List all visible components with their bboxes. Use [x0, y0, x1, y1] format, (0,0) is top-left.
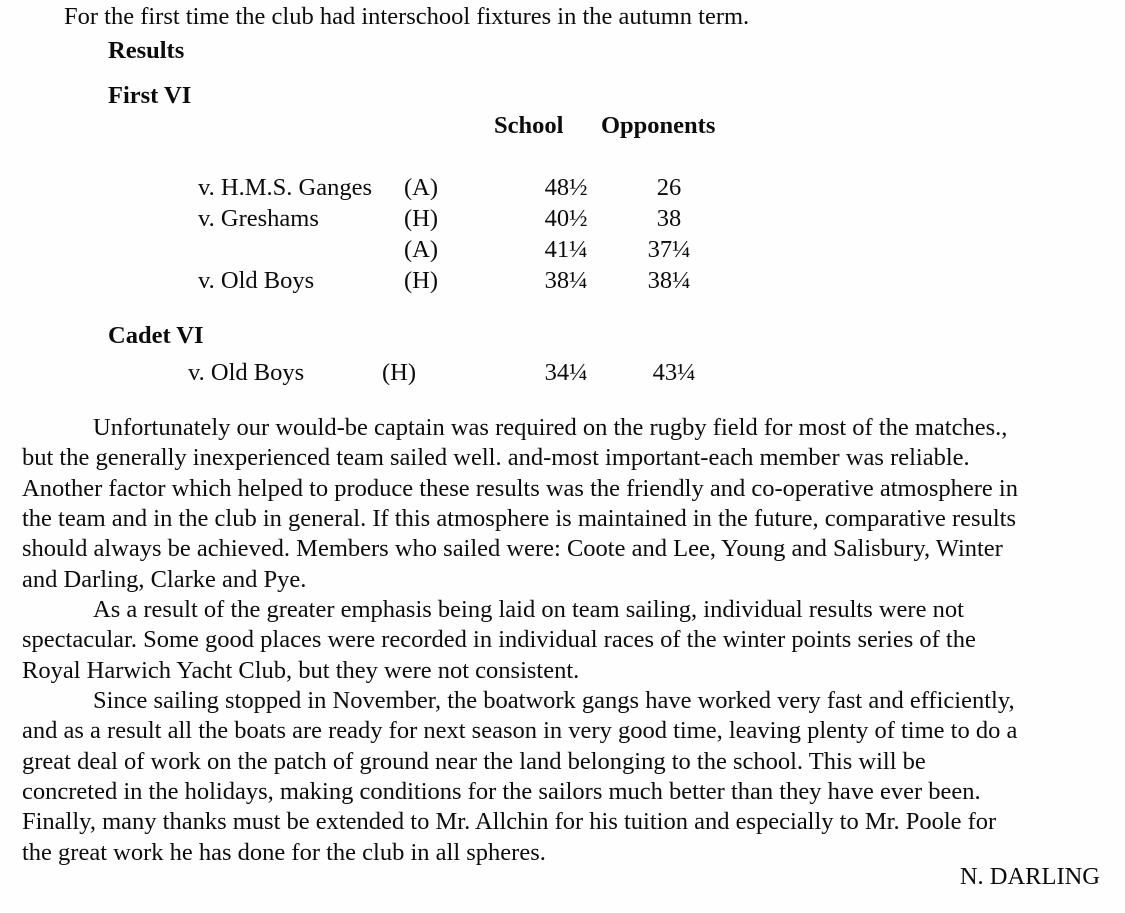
- column-header-school: School: [494, 112, 564, 139]
- school-score-cell: 40½: [544, 205, 588, 232]
- paragraph-line: but the generally inexperienced team sailed well. and-most important-each member was reliable.: [22, 444, 970, 472]
- first-vi-heading: First VI: [108, 82, 192, 109]
- venue-cell: (A): [404, 236, 439, 263]
- paragraph-line: should always be achieved. Members who sailed were: Coote and Lee, Young and Salisbury, Winter: [22, 535, 1003, 563]
- venue-cell: (H): [404, 267, 439, 294]
- opponents-score-cell: 37¼: [647, 236, 691, 263]
- signature: N. DARLING: [959, 863, 1100, 890]
- paragraph-line: As a result of the greater emphasis being laid on team sailing, individual results were not: [93, 596, 964, 624]
- table-row: [0, 266, 1125, 297]
- opponent-cell: v. Old Boys: [188, 359, 305, 386]
- paragraph-line: and as a result all the boats are ready for next season in very good time, leaving plenty of time to do a: [22, 717, 1018, 745]
- paragraph-line: Royal Harwich Yacht Club, but they were not consistent.: [22, 656, 580, 684]
- venue-cell: (H): [404, 205, 439, 232]
- paragraph: [22, 686, 1107, 868]
- table-row: [0, 204, 1125, 235]
- paragraph: [22, 413, 1107, 595]
- paragraph-line: Another factor which helped to produce these results was the friendly and co-operative atmosphere in: [22, 474, 1018, 502]
- paragraph-line: Since sailing stopped in November, the boatwork gangs have worked very fast and efficiently,: [93, 687, 1015, 715]
- paragraph-line: concreted in the holidays, making conditions for the sailors much better than they have ever been.: [22, 778, 981, 806]
- column-header-opponents: Opponents: [601, 112, 716, 139]
- table-row: [0, 173, 1125, 204]
- paragraph: [22, 595, 1107, 686]
- school-score-cell: 41¼: [544, 236, 588, 263]
- opponent-cell: v. H.M.S. Ganges: [198, 174, 372, 201]
- intro-line: For the first time the club had interschool fixtures in the autumn term.: [64, 3, 750, 30]
- school-score-cell: 34¼: [544, 359, 588, 386]
- opponents-score-cell: 38: [656, 205, 682, 232]
- table-row: [0, 235, 1125, 266]
- school-score-cell: 38¼: [544, 267, 588, 294]
- paragraph-line: spectacular. Some good places were recorded in individual races of the winter points series of the: [22, 626, 976, 654]
- opponent-cell: v. Old Boys: [198, 267, 315, 294]
- paragraph-line: and Darling, Clarke and Pye.: [22, 565, 307, 593]
- opponents-score-cell: 26: [656, 174, 682, 201]
- paragraph-line: Unfortunately our would-be captain was required on the rugby field for most of the matches.,: [93, 414, 1008, 441]
- cadet-vi-heading: Cadet VI: [108, 322, 204, 349]
- paragraph-line: the team and in the club in general. If this atmosphere is maintained in the future, comparative results: [22, 505, 1016, 533]
- venue-cell: (A): [404, 174, 439, 201]
- opponents-score-cell: 38¼: [647, 267, 691, 294]
- paragraph-line: Finally, many thanks must be extended to Mr. Allchin for his tuition and especially to Mr. Poole for: [22, 808, 997, 836]
- results-heading: Results: [108, 37, 185, 64]
- paragraph-line: the great work he has done for the club in all spheres.: [22, 838, 546, 866]
- opponent-cell: v. Greshams: [198, 205, 319, 232]
- table-row: [0, 358, 1125, 389]
- opponents-score-cell: 43¼: [652, 359, 696, 386]
- venue-cell: (H): [382, 359, 417, 386]
- body-text: [22, 413, 1107, 868]
- school-score-cell: 48½: [544, 174, 588, 201]
- paragraph-line: great deal of work on the patch of ground near the land belonging to the school. This will be: [22, 747, 926, 775]
